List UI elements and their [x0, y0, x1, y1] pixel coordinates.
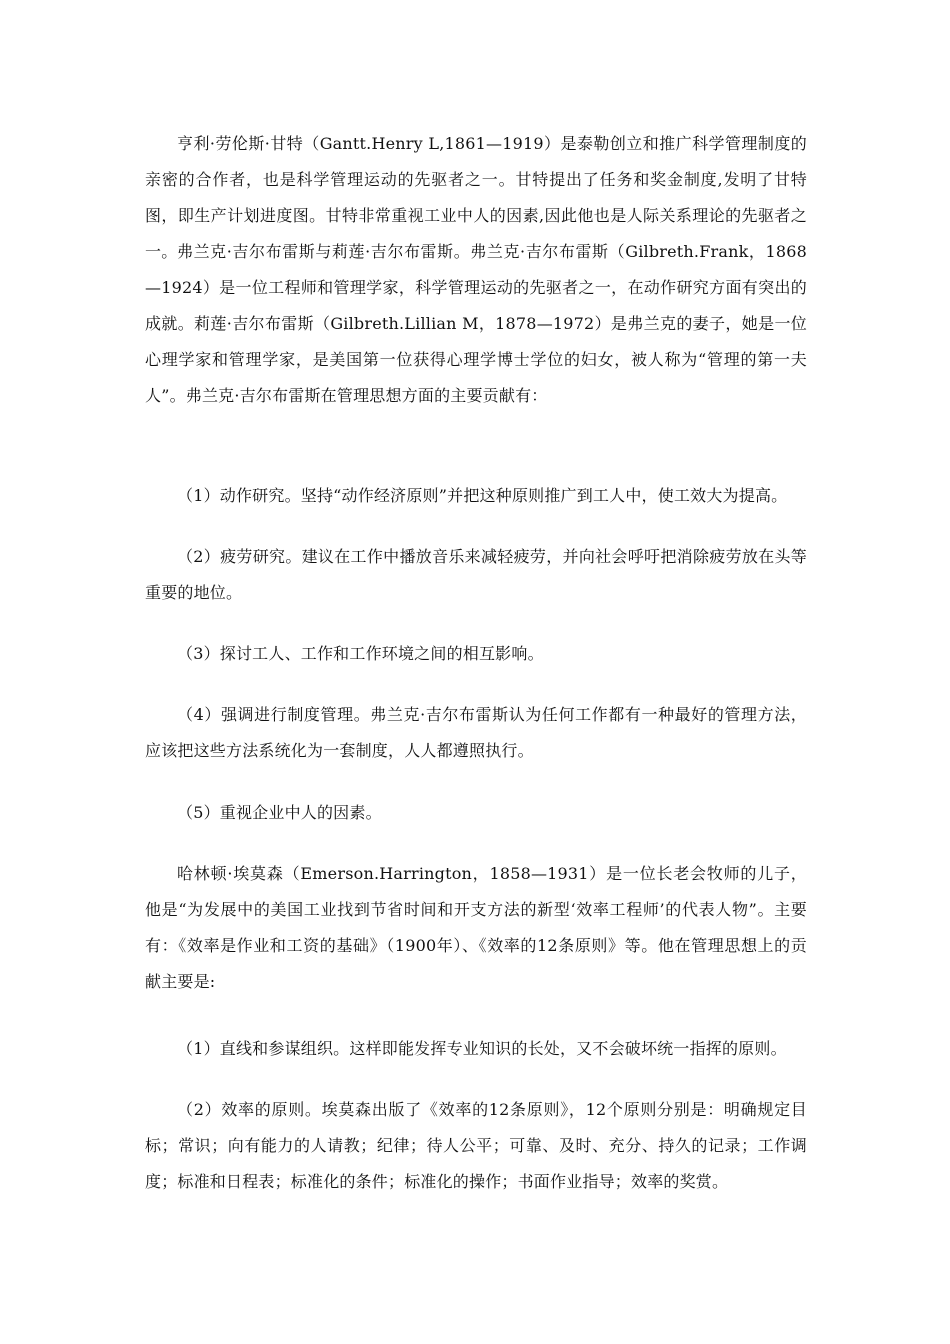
paragraph-gilbreth-item-3: （3）探讨工人、工作和工作环境之间的相互影响。 — [177, 644, 544, 663]
paragraph-gilbreth-item-2: （2）疲劳研究。建议在工作中播放音乐来减轻疲劳，并向社会呼吁把消除疲劳放在头等重要的地位。 — [145, 547, 807, 602]
paragraph-gilbreth-item-1: （1）动作研究。坚持“动作经济原则”并把这种原则推广到工人中，使工效大为提高。 — [177, 486, 788, 505]
paragraph-gilbreth-intro: 弗兰克·吉尔布雷斯与莉莲·吉尔布雷斯。弗兰克·吉尔布雷斯（Gilbreth.Frank，1868—1924）是一位工程师和管理学家，科学管理运动的先驱者之一，在动作研究方面有突出的成就。莉莲·吉尔布雷斯（Gilbreth.Lillian M，1878—1972）是弗兰克的妻子，她是一位心理学家和管理学家，是美国第一位获得心理学博士学位的妇女，被人称为“管理的第一夫人”。弗兰克·吉尔布雷斯在管理思想方面的主要贡献有： — [145, 242, 807, 405]
paragraph-gantt: 亨利·劳伦斯·甘特（Gantt.Henry L,1861—1919）是泰勒创立和推广科学管理制度的亲密的合作者，也是科学管理运动的先驱者之一。甘特提出了任务和奖金制度,发明了甘特图，即生产计划进度图。甘特非常重视工业中人的因素,因此他也是人际关系理论的先驱者之一。 — [145, 134, 807, 261]
paragraph-emerson-intro: 哈林顿·埃莫森（Emerson.Harrington，1858—1931）是一位长老会牧师的儿子，他是“为发展中的美国工业找到节省时间和开支方法的新型‘效率工程师’的代表人物”。主要有：《效率是作业和工资的基础》（1900年）、《效率的12条原则》等。他在管理思想上的贡献主要是: — [145, 864, 807, 991]
paragraph-emerson-item-2: （2）效率的原则。埃莫森出版了《效率的12条原则》，12个原则分别是：明确规定目标；常识；向有能力的人请教；纪律；待人公平；可靠、及时、充分、持久的记录；工作调度；标准和日程表；标准化的条件；标准化的操作；书面作业指导；效率的奖赏。 — [145, 1100, 807, 1191]
paragraph-emerson-item-1: （1）直线和参谋组织。这样即能发挥专业知识的长处，又不会破坏统一指挥的原则。 — [177, 1039, 787, 1058]
paragraph-gilbreth-item-4: （4）强调进行制度管理。弗兰克·吉尔布雷斯认为任何工作都有一种最好的管理方法，应该把这些方法系统化为一套制度，人人都遵照执行。 — [145, 705, 807, 760]
paragraph-gilbreth-item-5: （5）重视企业中人的因素。 — [177, 803, 382, 822]
